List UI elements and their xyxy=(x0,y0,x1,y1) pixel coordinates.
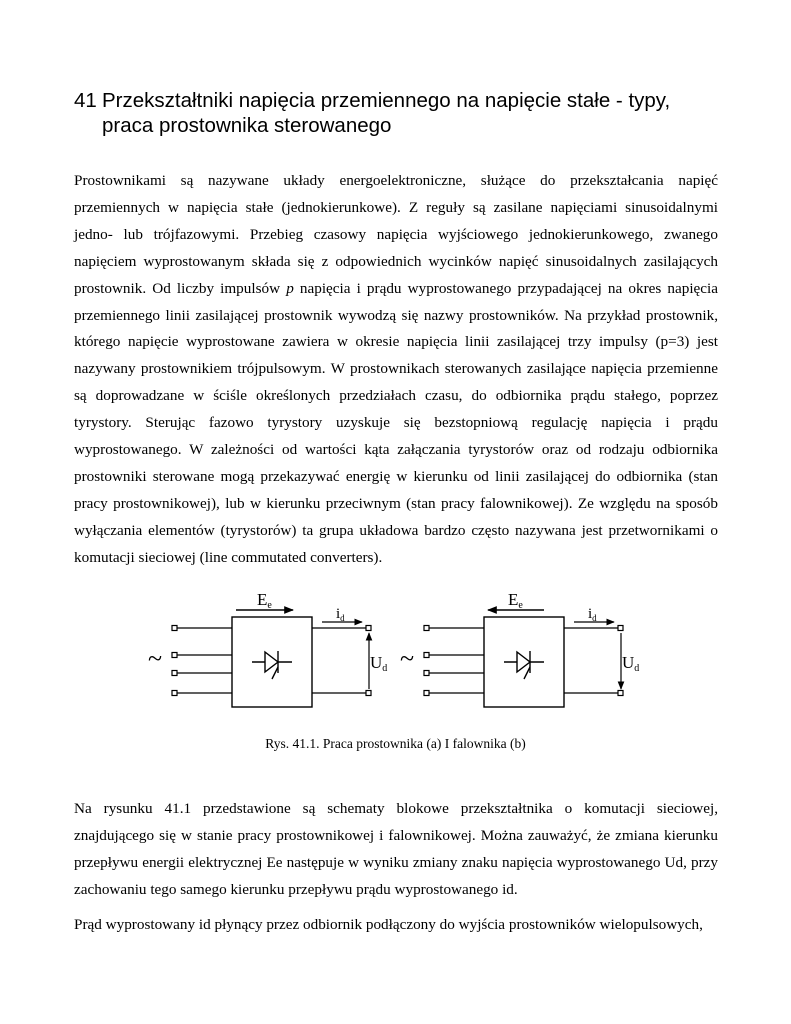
dc-output-lines xyxy=(312,626,371,696)
dc-output-lines xyxy=(564,626,623,696)
ac-symbol: ~ xyxy=(400,644,415,673)
intro-text-part-2: napięcia i prądu wyprostowanego przypadającej na okres napięcia przemiennego linii zasilającej prostownik wywodzą się nazwy prostowników. Na przykład prostownik, którego napięcie wyprostowane zawiera w okresie napięcia linii zasilającej trzy impulsy (p=3) jest nazywany prostownikiem trójpulsowym. W prostownikach sterowanych zasilające napięcia przemienne są doprowadzane w ściśle określonych przedziałach czasu, do odbiornika prądu stałego, poprzez tyrystory. Sterując fazowo tyrystory uzyskuje się bezstopniową regulację napięcia i prądu wyprostowanego. W zależności od wartości kąta załączania tyrystorów oraz od rodzaju odbiornika prostowniki sterowane mogą przekazywać energię w kierunku od linii zasilającej do odbiornika (stan pracy prostownikowej), lub w kierunku przeciwnym (stan pracy falownikowej). Ze względu na sposób wyłączania elementów (tyrystorów) ta grupa układowa bardzo często nazywana jest przetwornikami o komutacji sieciowej (line commutated converters). xyxy=(74,279,718,566)
ac-input-lines xyxy=(172,626,232,696)
current-label: $i_d$ xyxy=(336,606,345,623)
current-label: $i_d$ xyxy=(588,606,597,623)
heading-line-2: praca prostownika sterowanego xyxy=(102,114,392,137)
figure-caption: Rys. 41.1. Praca prostownika (a) I falownika (b) xyxy=(265,736,526,751)
voltage-label: Ud xyxy=(622,653,640,674)
rectified-current-paragraph: Prąd wyprostowany id płynący przez odbiornik podłączony do wyjścia prostowników wielopulsowych, xyxy=(74,916,703,933)
thyristor-icon xyxy=(504,651,544,679)
energy-label: Ee xyxy=(257,590,272,611)
intro-paragraph xyxy=(74,168,718,572)
ac-symbol: ~ xyxy=(148,644,163,673)
intro-text-part-1: Prostownikami są nazywane układy energoelektroniczne, służące do przekształcania napięć przemiennych w napięcia stałe (jednokierunkowe). Z reguły są zasilane napięciami sinusoidalnymi jedno- lub trójfazowymi. Przebieg czasowy napięcia wyjściowego jednokierunkowego, zwanego napięciem wyprostowanym składa się z odpowiednich wycinków napięć sinusoidalnych zasilających prostownik. Od liczby impulsów xyxy=(74,172,718,297)
inverter-diagram xyxy=(400,590,639,707)
ac-input-lines xyxy=(424,626,484,696)
converter-block-diagram xyxy=(140,585,660,715)
rectifier-diagram xyxy=(148,590,387,707)
figure-description-paragraph: Na rysunku 41.1 przedstawione są schematy blokowe przekształtnika o komutacji sieciowej, znajdującego się w stanie pracy prostownikowej i falownikowej. Można zauważyć, że zmiana kierunku przepływu energii elektrycznej Ee następuje w wyniku zmiany znaku napięcia wyprostowanego Ud, przy zachowaniu tego samego kierunku przepływu prądu wyprostowanego id. xyxy=(74,800,718,898)
pulse-count-symbol: p xyxy=(286,279,294,297)
section-heading xyxy=(74,88,734,138)
voltage-label: Ud xyxy=(370,653,388,674)
section-number: 41 xyxy=(74,89,97,112)
energy-label: Ee xyxy=(508,590,523,611)
thyristor-icon xyxy=(252,651,292,679)
heading-line-1: Przekształtniki napięcia przemiennego na napięcie stałe - typy, xyxy=(102,89,671,112)
